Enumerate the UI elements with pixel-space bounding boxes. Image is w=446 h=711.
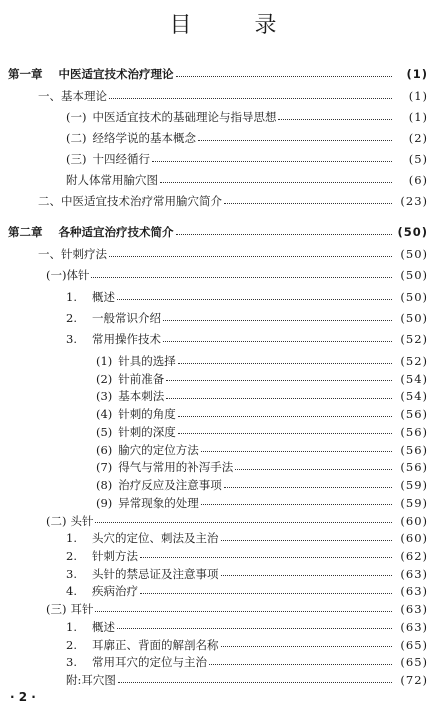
toc-entry — [38, 193, 428, 209]
page-number: · 2 · — [10, 690, 36, 704]
toc-entry-label: 基本刺法 — [118, 389, 165, 404]
toc-entry-page: (1) — [406, 67, 428, 81]
toc-entry — [96, 477, 428, 493]
toc-entry-page: (59) — [400, 495, 428, 510]
toc-entry-page: (50) — [400, 268, 428, 282]
toc-entry-number: (1) — [96, 354, 113, 368]
toc-entry — [96, 371, 428, 387]
toc-entry-page: (59) — [400, 478, 428, 493]
toc-entry — [46, 267, 428, 283]
toc-entry — [96, 442, 428, 458]
toc-entry-page: (50) — [397, 225, 428, 239]
leader-dots — [235, 468, 392, 470]
toc-entry-label: 中医适宜技术治疗理论 — [58, 67, 174, 81]
leader-dots — [224, 202, 392, 204]
toc-entry-number: (4) — [96, 407, 113, 422]
toc-entry — [46, 513, 428, 529]
toc-entry-page: (1) — [408, 110, 428, 124]
toc-entry-page: (63) — [400, 566, 428, 581]
leader-dots — [117, 298, 392, 300]
toc-entry — [66, 331, 428, 347]
toc-entry-label: 概述 — [92, 619, 115, 634]
toc-entry-number: 2. — [66, 311, 77, 325]
toc-entry-label: 针具的选择 — [118, 354, 176, 368]
toc-entry-page: (50) — [400, 311, 428, 325]
toc-entry-number: 4. — [66, 584, 77, 599]
toc-entry-page: (54) — [400, 371, 428, 386]
toc-entry-label: 针前准备 — [118, 371, 165, 386]
toc-entry-label: 针刺的角度 — [118, 407, 176, 422]
toc-entry-label: 异常现象的处理 — [118, 495, 199, 510]
toc-entry-number: (三) — [66, 152, 87, 166]
toc-entry-label: 腧穴的定位方法 — [118, 442, 199, 457]
toc-entry-number: 3. — [66, 332, 77, 346]
toc-entry — [66, 130, 428, 146]
toc-entry-label: 治疗反应及注意事项 — [118, 478, 222, 493]
leader-dots — [95, 610, 392, 612]
toc-entry — [66, 172, 428, 188]
toc-entry-number: 二、 — [38, 194, 61, 208]
toc-entry — [38, 246, 428, 262]
toc-entry-number: (一) — [46, 268, 67, 282]
toc-entry-page: (23) — [400, 194, 428, 208]
leader-dots — [163, 319, 392, 321]
toc-entry — [66, 619, 428, 635]
toc-entry — [66, 289, 428, 305]
toc-entry-label: 头穴的定位、刺法及主治 — [92, 531, 219, 546]
toc-entry-number: (三) — [46, 602, 67, 617]
toc-entry — [96, 495, 428, 511]
toc-entry-label: 一般常识介绍 — [92, 311, 161, 325]
toc-entry — [66, 637, 428, 653]
toc-entry-number: 1. — [66, 619, 77, 634]
toc-entry-number: (8) — [96, 478, 113, 493]
toc-entry-number: 一、 — [38, 89, 61, 103]
toc-entry-page: (62) — [400, 548, 428, 563]
toc-entry-label: 针刺疗法 — [61, 247, 107, 261]
toc-entry — [96, 459, 428, 475]
toc-entry-page: (56) — [400, 424, 428, 439]
leader-dots — [201, 503, 392, 505]
leader-dots — [278, 118, 392, 120]
toc-entry-chapter-2 — [8, 224, 428, 240]
toc-entry-number: 1. — [66, 290, 77, 304]
toc-entry-page: (5) — [408, 152, 428, 166]
toc-entry-label: 概述 — [92, 290, 115, 304]
leader-dots — [163, 340, 392, 342]
toc-entry-label: 附人体常用腧穴图 — [66, 173, 158, 187]
toc-entry-number: 1. — [66, 531, 77, 546]
toc-entry-page: (2) — [408, 131, 428, 145]
leader-dots — [109, 97, 392, 99]
leader-dots — [166, 379, 392, 381]
toc-entry-page: (56) — [400, 407, 428, 422]
toc-entry-label: 耳针 — [70, 602, 94, 617]
toc-entry-number: (一) — [66, 110, 87, 124]
toc-entry-page: (50) — [400, 247, 428, 261]
toc-entry-number: 一、 — [38, 247, 61, 261]
toc-entry — [46, 601, 428, 617]
leader-dots — [178, 415, 392, 417]
toc-entry-label: 头针 — [70, 513, 94, 528]
leader-dots — [224, 486, 392, 488]
toc-entry — [66, 530, 428, 546]
toc-entry-number: (5) — [96, 424, 113, 439]
toc-entry — [96, 406, 428, 422]
leader-dots — [117, 627, 392, 629]
toc-entry-label: 基本理论 — [61, 89, 107, 103]
leader-dots — [140, 592, 392, 594]
toc-entry-label: 经络学说的基本概念 — [92, 131, 196, 145]
toc-entry — [66, 583, 428, 599]
toc-entry-page: (65) — [400, 655, 428, 670]
leader-dots — [91, 276, 392, 278]
toc-entry-page: (60) — [400, 531, 428, 546]
toc-entry-page: (6) — [408, 173, 428, 187]
toc-entry-chapter-1 — [8, 66, 428, 82]
leader-dots — [178, 432, 392, 434]
toc-entry-label: 常用耳穴的定位与主治 — [92, 655, 207, 670]
toc-entry-label: 针刺的深度 — [118, 424, 176, 439]
toc-entry-page: (1) — [408, 89, 428, 103]
leader-dots — [166, 397, 392, 399]
toc-entry — [66, 151, 428, 167]
toc-entry-number: (二) — [46, 513, 67, 528]
leader-dots — [176, 233, 393, 235]
toc-entry — [66, 672, 428, 688]
toc-entry-label: 耳廓正、背面的解剖名称 — [92, 637, 219, 652]
toc-entry-number: 2. — [66, 637, 77, 652]
toc-entry — [96, 424, 428, 440]
toc-entry-page: (54) — [400, 389, 428, 404]
leader-dots — [221, 574, 393, 576]
toc-entry-number: (9) — [96, 495, 113, 510]
leader-dots — [221, 539, 393, 541]
toc-entry-label: 疾病治疗 — [92, 584, 138, 599]
toc-entry-label: 体针 — [66, 268, 90, 282]
toc-entry-label: 得气与常用的补泻手法 — [118, 460, 234, 475]
toc-entry-number: 3. — [66, 566, 77, 581]
toc-entry-number: (3) — [96, 389, 113, 404]
toc-entry-page: (60) — [400, 513, 428, 528]
leader-dots — [198, 139, 392, 141]
toc-entry-label: 各种适宜治疗技术简介 — [58, 225, 174, 239]
leader-dots — [109, 255, 392, 257]
leader-dots — [176, 75, 393, 77]
toc-entry-page: (72) — [400, 673, 428, 687]
toc-entry-page: (50) — [400, 290, 428, 304]
toc-entry — [96, 353, 428, 369]
toc-entry — [66, 548, 428, 564]
toc-entry-number: 第一章 — [8, 67, 43, 81]
toc-entry-page: (52) — [400, 354, 428, 368]
toc-entry-number: 第二章 — [8, 225, 43, 239]
toc-entry-number: 3. — [66, 655, 77, 670]
leader-dots — [178, 362, 392, 364]
toc-entry-label: 中医适宜技术治疗常用腧穴简介 — [61, 194, 222, 208]
leader-dots — [221, 645, 393, 647]
toc-entry — [38, 88, 428, 104]
toc-entry-number: (二) — [66, 131, 87, 145]
toc-entry — [96, 388, 428, 404]
toc-entry-label: 头针的禁忌证及注意事项 — [92, 566, 219, 581]
toc-entry-number: (7) — [96, 460, 113, 475]
leader-dots — [209, 663, 392, 665]
toc-entry — [66, 310, 428, 326]
leader-dots — [160, 181, 392, 183]
toc-entry-page: (65) — [400, 637, 428, 652]
toc-entry-number: (2) — [96, 371, 113, 386]
toc-entry-label: 针刺方法 — [92, 548, 138, 563]
toc-entry-page: (52) — [400, 332, 428, 346]
toc-entry — [66, 109, 428, 125]
toc-entry — [66, 566, 428, 582]
leader-dots — [152, 160, 392, 162]
toc-entry-page: (56) — [400, 442, 428, 457]
toc-entry-label: 附:耳穴图 — [66, 673, 116, 687]
page-title: 目 录 — [169, 13, 305, 38]
leader-dots — [95, 521, 392, 523]
toc-entry-number: 2. — [66, 548, 77, 563]
leader-dots — [201, 450, 392, 452]
leader-dots — [140, 556, 392, 558]
leader-dots — [118, 681, 392, 683]
toc-entry-label: 十四经循行 — [92, 152, 150, 166]
toc-entry-page: (56) — [400, 460, 428, 475]
toc-entry-label: 中医适宜技术的基础理论与指导思想 — [92, 110, 277, 124]
toc-entry-number: (6) — [96, 442, 113, 457]
toc-entry — [66, 654, 428, 670]
toc-entry-label: 常用操作技术 — [92, 332, 161, 346]
toc-entry-page: (63) — [400, 619, 428, 634]
toc-entry-page: (63) — [400, 602, 428, 617]
toc-entry-page: (63) — [400, 584, 428, 599]
